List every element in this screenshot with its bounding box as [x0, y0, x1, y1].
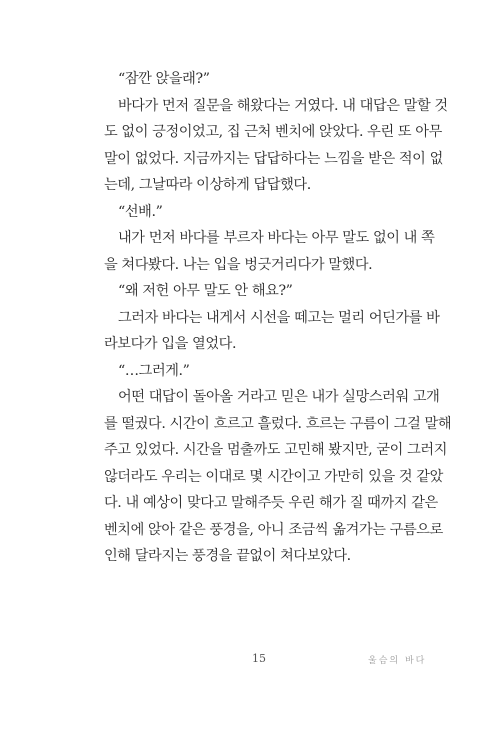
text-line: 내가 먼저 바다를 부르자 바다는 아무 말도 없이 내 쪽 [118, 230, 435, 246]
text-line: “선배.” [118, 203, 163, 220]
text-line: 않더라도 우리는 이대로 몇 시간이고 가만히 있을 것 같았 [104, 468, 443, 485]
running-title: 울슴의 바다 [368, 656, 427, 666]
text-line: 어떤 대답이 돌아올 거라고 믿은 내가 실망스러워 고개 [118, 389, 440, 405]
text-line: 그러자 바다는 내게서 시선을 떼고는 멀리 어딘가를 바 [118, 309, 440, 326]
text-line: 을 쳐다봤다. 나는 입을 벙긋거리다가 말했다. [104, 256, 373, 273]
text-line: 라보다가 입을 열었다. [104, 336, 237, 352]
text-line: 를 떨궜다. 시간이 흐르고 흘렀다. 흐르는 구름이 그걸 말해 [104, 415, 452, 432]
page-footer [0, 652, 500, 672]
text-line: 바다가 먼저 질문을 해왔다는 거였다. 내 대답은 말할 것 [118, 97, 448, 114]
text-line: 는데, 그날따라 이상하게 답답했다. [104, 177, 311, 193]
text-line: 주고 있었다. 시간을 멈출까도 고민해 봤지만, 굳이 그러지 [104, 442, 448, 458]
text-line: 도 없이 긍정이었고, 집 근처 벤치에 앉았다. 우린 또 아무 [104, 124, 442, 140]
text-line: “…그러게.” [118, 362, 190, 379]
text-line: 말이 없었다. 지금까지는 답답하다는 느낌을 받은 적이 없 [104, 150, 443, 167]
text-line: 다. 내 예상이 맞다고 말해주듯 우린 해가 질 때까지 같은 [104, 495, 438, 511]
text-line: “왜 저헌 아무 말도 안 해요?” [118, 283, 293, 299]
page-number: 15 [252, 652, 266, 665]
body-text [104, 66, 452, 570]
text-line: “잠깐 앉을래?” [118, 71, 210, 87]
text-line: 인해 달라지는 풍경을 끝없이 쳐다보았다. [104, 548, 351, 564]
text-line: 벤치에 앉아 같은 풍경을, 아니 조금씩 옮겨가는 구름으로 [104, 521, 443, 538]
